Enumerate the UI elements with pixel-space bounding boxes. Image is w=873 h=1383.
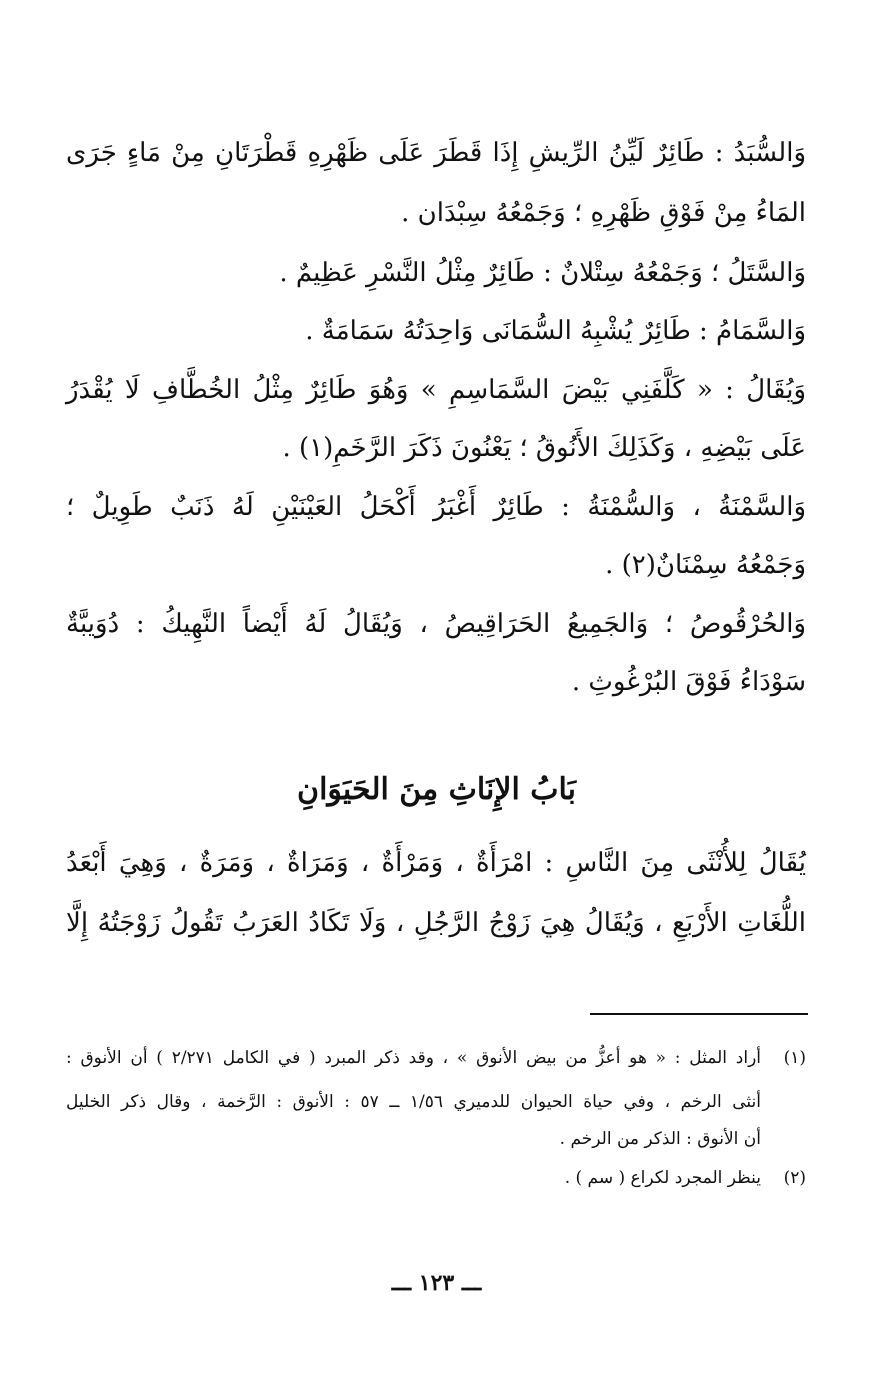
footnote-1-line-2: أنثى الرخم ، وفي حياة الحيوان للدميري ١/٥٦ ــ ٥٧ : الأنوق : الرَّخمة ، وقال ذكر الخليل [66, 1092, 761, 1112]
body-line-5: وَيُقَالُ : « كَلَّفَنِي بَيْضَ السَّمَاسِمِ » وَهُوَ طَائِرٌ مِثْلُ الخُطَّافِ لَا يُقْدَرُ [66, 375, 806, 405]
footnote-1-line-3: أن الأنوق : الذكر من الرخم . [559, 1129, 761, 1149]
body-line-1: وَالسُّبَدُ : طَائِرٌ لَيِّنُ الرِّيشِ إِذَا قَطَرَ عَلَى ظَهْرِهِ قَطْرَتَانِ مِنْ مَاءٍ جَرَى [66, 138, 806, 168]
footnote-number-1: (١) [783, 1048, 806, 1068]
body-line-2: المَاءُ مِنْ فَوْقِ ظَهْرِهِ ؛ وَجَمْعُهُ سِبْدَان . [401, 198, 806, 228]
body-line-6: عَلَى بَيْضِهِ ، وَكَذَلِكَ الأَنُوقُ ؛ يَعْنُونَ ذَكَرَ الرَّخَمِ(١) . [282, 433, 806, 463]
body-line-9: وَالحُرْقُوصُ ؛ وَالجَمِيعُ الحَرَاقِيصُ ، وَيُقَالُ لَهُ أَيْضاً النَّهِيكُ : دُوَيبَّةٌ [66, 609, 806, 639]
section-heading: بَابُ الإِنَاثِ مِنَ الحَيَوَانِ [297, 772, 576, 807]
section-line-1: يُقَالُ لِلأُنْثَى مِنَ النَّاسِ : امْرَأَةٌ ، وَمَرْأَةٌ ، وَمَرَاةٌ ، وَمَرَةٌ ، وَهِيَ أَبْعَدُ [66, 848, 806, 878]
footnote-separator [590, 1013, 808, 1015]
footnote-number-2: (٢) [783, 1168, 806, 1188]
page-number: ـــ ١٢٣ ـــ [391, 1270, 482, 1296]
body-line-10: سَوْدَاءُ فَوْقَ البُرْغُوثِ . [571, 667, 806, 697]
body-line-7: وَالسَّمْنَةُ ، وَالسُّمْنَةُ : طَائِرٌ أَغْبَرُ أَكْحَلُ العَيْنَيْنِ لَهُ ذَنَبٌ طَوِيلٌ ؛ [66, 492, 806, 522]
body-line-8: وَجَمْعُهُ سِمْنَانٌ(٢) . [605, 550, 806, 580]
section-line-2: اللُّغَاتِ الأَرْبَعِ ، وَيُقَالُ هِيَ زَوْجُ الرَّجُلِ ، وَلَا تَكَادُ العَرَبُ تَقُولُ زَوْجَتُهُ إِلَّا [66, 908, 806, 938]
footnote-1-line-1: أراد المثل : « هو أعزُّ من بيض الأنوق » ، وقد ذكر المبرد ( في الكامل ٢/٢٧١ ) أن الأنوق : [66, 1048, 761, 1068]
footnote-2-line-1: ينظر المجرد لكراع ( سم ) . [564, 1168, 761, 1188]
body-line-4: وَالسَّمَامُ : طَائِرٌ يُشْبِهُ السُّمَانَى وَاحِدَتُهُ سَمَامَةٌ . [305, 316, 806, 346]
body-line-3: وَالسَّتَلُ ؛ وَجَمْعُهُ سِتْلانٌ : طَائِرٌ مِثْلُ النَّسْرِ عَظِيمٌ . [279, 258, 806, 288]
